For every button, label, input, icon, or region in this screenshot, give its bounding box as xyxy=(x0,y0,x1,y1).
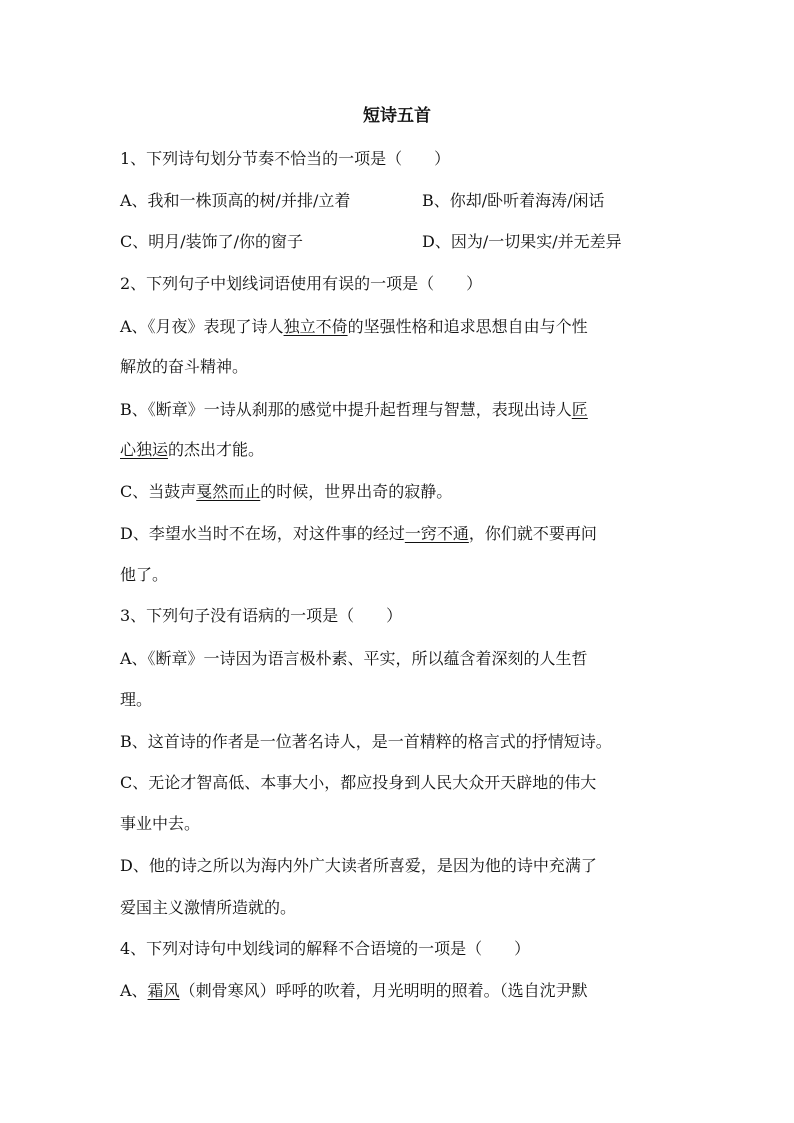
option-text: A、《月夜》表现了诗人 xyxy=(120,317,284,336)
question-2-stem: 2、下列句子中划线词语使用有误的一项是（ ） xyxy=(120,274,483,293)
question-1-option-b: B、你却/卧听着海涛/闲话 xyxy=(422,191,605,210)
question-3-option-a: A、《断章》一诗因为语言极朴素、平实，所以蕴含着深刻的人生哲 xyxy=(120,649,588,668)
question-2-option-d-cont: 他了。 xyxy=(120,565,169,584)
question-3-option-a-cont: 理。 xyxy=(120,690,153,709)
question-1-option-c: C、明月/装饰了/你的窗子 xyxy=(120,232,304,251)
option-text: A、 xyxy=(120,981,148,1000)
question-2-option-a-cont: 解放的奋斗精神。 xyxy=(120,357,249,376)
question-3-option-c-cont: 事业中去。 xyxy=(120,814,201,833)
question-2-option-c xyxy=(120,480,452,504)
question-3-option-d: D、他的诗之所以为海内外广大读者所喜爱，是因为他的诗中充满了 xyxy=(120,856,597,875)
question-3-stem: 3、下列句子没有语病的一项是（ ） xyxy=(120,606,403,625)
page-title: 短诗五首 xyxy=(363,106,431,126)
underlined-term: 匠 xyxy=(571,400,588,419)
underlined-term: 戛然而止 xyxy=(196,482,261,501)
question-3-option-c: C、无论才智高低、本事大小，都应投身到人民大众开天辟地的伟大 xyxy=(120,773,597,792)
question-2-option-b-cont xyxy=(120,438,264,462)
question-1-option-d: D、因为/一切果实/并无差异 xyxy=(422,232,622,251)
option-text: C、当鼓声 xyxy=(120,482,197,501)
underlined-term: 心独运 xyxy=(120,440,169,459)
question-2-option-b xyxy=(120,398,588,422)
question-4-stem: 4、下列对诗句中划线词的解释不合语境的一项是（ ） xyxy=(120,939,531,958)
option-text: 的坚强性格和追求思想自由与个性 xyxy=(347,317,588,336)
question-3-option-d-cont: 爱国主义激情所造就的。 xyxy=(120,898,297,917)
question-2-option-d xyxy=(120,522,597,546)
option-text: B、《断章》一诗从刹那的感觉中提升起哲理与智慧，表现出诗人 xyxy=(120,400,572,419)
option-text: D、李望水当时不在场，对这件事的经过 xyxy=(120,524,405,543)
question-4-option-a xyxy=(120,979,588,1003)
option-text: ，你们就不要再问 xyxy=(468,524,597,543)
question-3-option-b: B、这首诗的作者是一位著名诗人，是一首精粹的格言式的抒情短诗。 xyxy=(120,732,612,751)
question-1-option-a: A、我和一株顶高的树/并排/立着 xyxy=(120,191,351,210)
underlined-term: 一窍不通 xyxy=(404,524,469,543)
option-text: （刺骨寒风）呼呼的吹着，月光明明的照着。（选自沈尹默 xyxy=(179,981,588,1000)
question-2-option-a xyxy=(120,315,588,339)
underlined-term: 独立不倚 xyxy=(283,317,348,336)
option-text: 的时候，世界出奇的寂静。 xyxy=(260,482,453,501)
option-text: 的杰出才能。 xyxy=(168,440,265,459)
question-1-stem: 1、下列诗句划分节奏不恰当的一项是（ ） xyxy=(120,149,451,168)
underlined-term: 霜风 xyxy=(147,981,180,1000)
